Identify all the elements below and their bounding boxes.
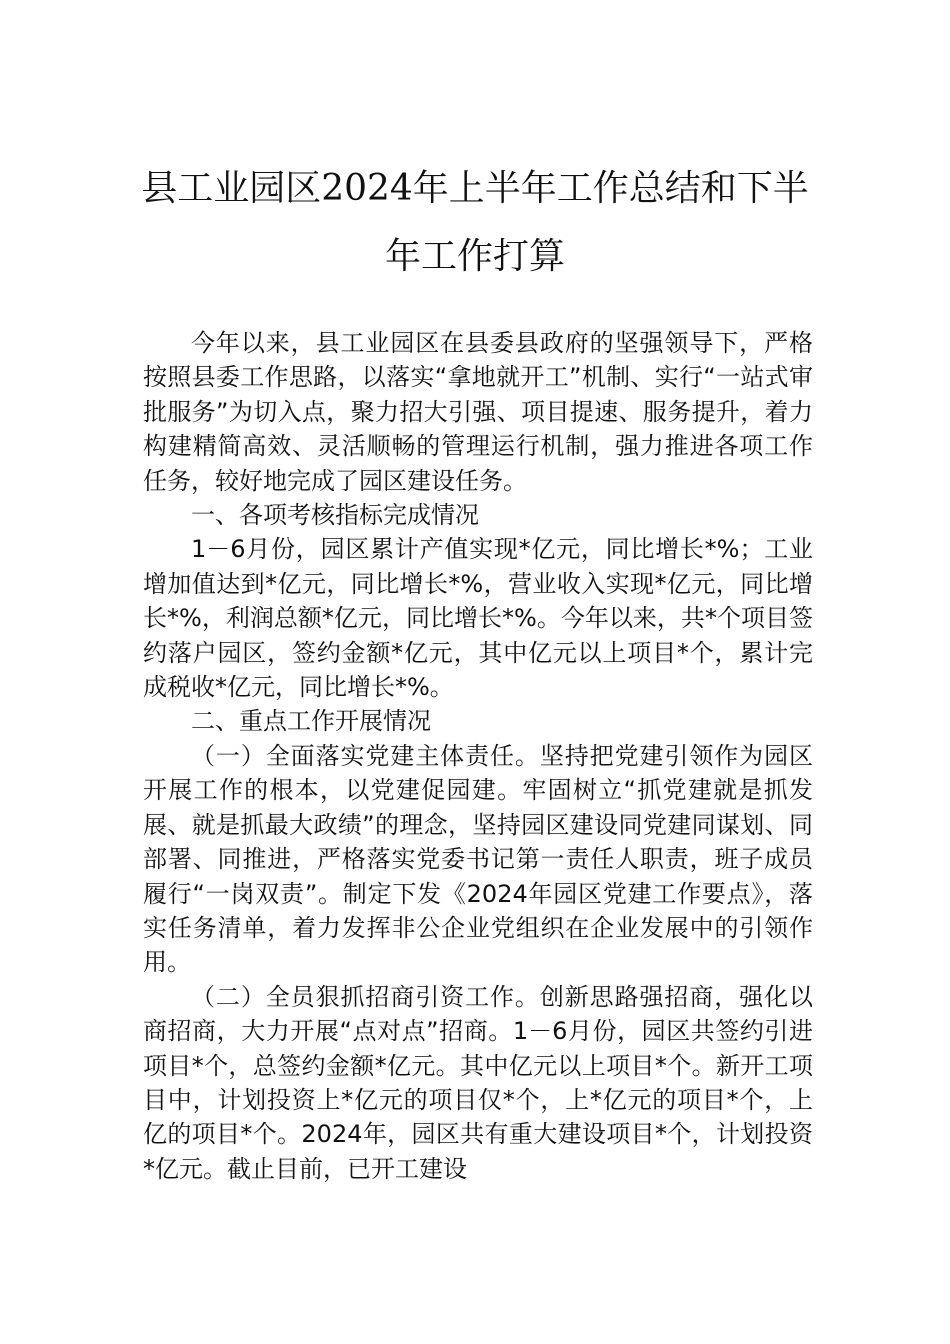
document-body — [143, 326, 813, 1186]
document-title-line-2: 年工作打算 — [384, 236, 565, 277]
document-title-line-1: 县工业园区2024年上半年工作总结和下半 — [141, 168, 809, 209]
indicators-paragraph: 1－6月份，园区累计产值实现*亿元，同比增长*%；工业增加值达到*亿元，同比增长*%，营业收入实现*亿元，同比增长*%，利润总额*亿元，同比增长*%。今年以来，共*个项目签约落户园区，签约金额*亿元，其中亿元以上项目*个，累计完成税收*亿元，同比增长*%。 — [143, 535, 813, 702]
investment-paragraph: （二）全员狠抓招商引资工作。创新思路强招商，强化以商招商，大力开展“点对点”招商。1－6月份，园区共签约引进项目*个，总签约金额*亿元。其中亿元以上项目*个。新开工项目中，计划投资上*亿元的项目仅*个，上*亿元的项目*个，上亿的项目*个。2024年，园区共有重大建设项目*个，计划投资*亿元。截止目前，已开工建设 — [143, 982, 813, 1183]
section-heading-2: 二、重点工作开展情况 — [191, 707, 431, 736]
intro-paragraph: 今年以来，县工业园区在县委县政府的坚强领导下，严格按照县委工作思路，以落实“拿地就开工”机制、实行“一站式审批服务”为切入点，聚力招大引强、项目提速、服务提升，着力构建精简高效、灵活顺畅的管理运行机制，强力推进各项工作任务，较好地完成了园区建设任务。 — [143, 329, 813, 495]
party-building-paragraph: （一）全面落实党建主体责任。坚持把党建引领作为园区开展工作的根本，以党建促园建。牢固树立“抓党建就是抓发展、就是抓最大政绩”的理念，坚持园区建设同党建同谋划、同部署、同推进，严格落实党委书记第一责任人职责，班子成员履行“一岗双责”。制定下发《2024年园区党建工作要点》，落实任务清单，着力发挥非公企业党组织在企业发展中的引领作用。 — [143, 741, 813, 977]
section-heading-1: 一、各项考核指标完成情况 — [191, 501, 479, 530]
